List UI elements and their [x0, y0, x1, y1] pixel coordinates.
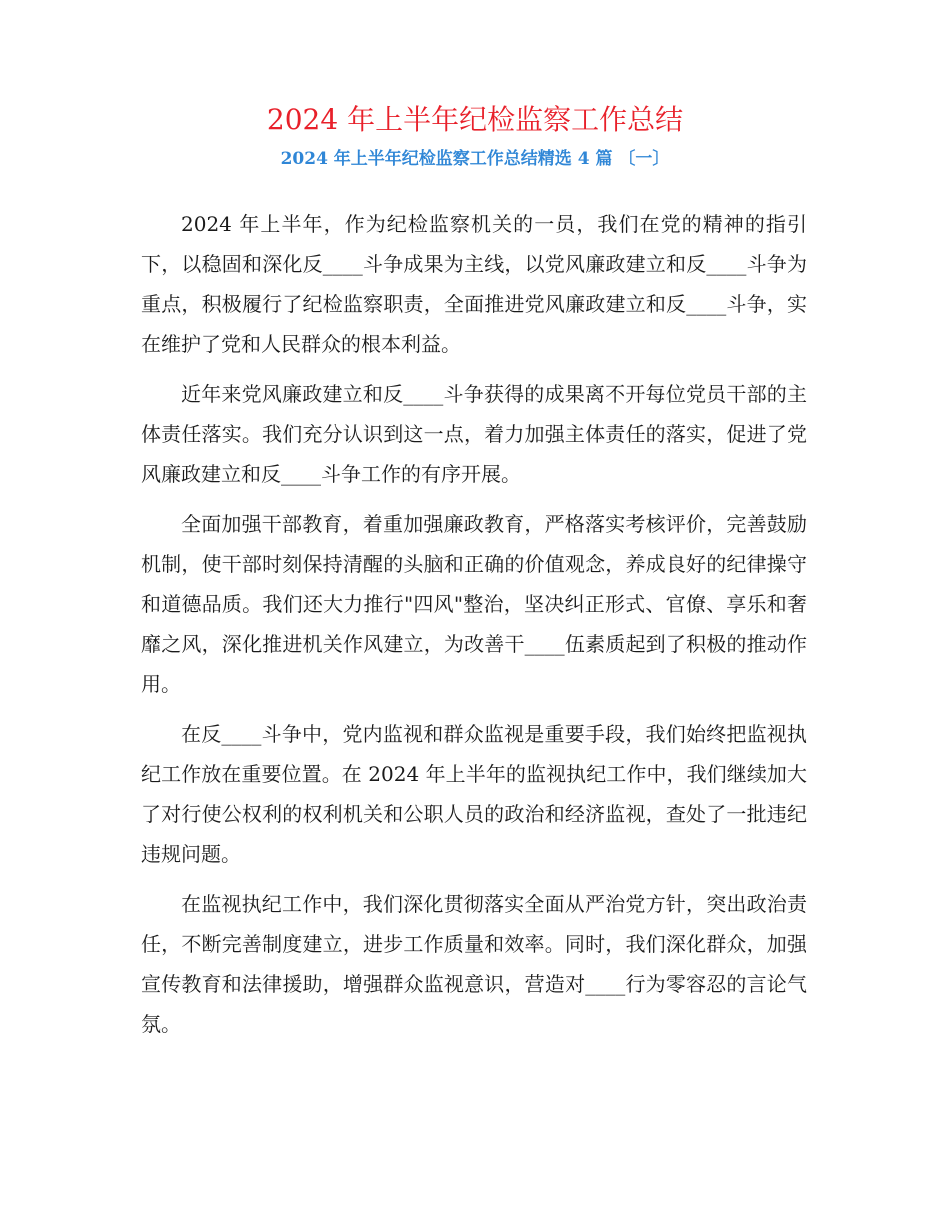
document-title: 2024 年上半年纪检监察工作总结 [266, 103, 684, 136]
paragraph: 在反____斗争中，党内监视和群众监视是重要手段，我们始终把监视执纪工作放在重要位置。在 2024 年上半年的监视执纪工作中，我们继续加大了对行使公权利的权利机关和公职人员的政治和经济监视，查处了一批违纪违规问题。 [141, 722, 807, 866]
document-subtitle: 2024 年上半年纪检监察工作总结精选 4 篇 〔一〕 [280, 149, 670, 169]
paragraph: 全面加强干部教育，着重加强廉政教育，严格落实考核评价，完善鼓励机制，使干部时刻保持清醒的头脑和正确的价值观念，养成良好的纪律操守和道德品质。我们还大力推行"四风"整治，坚决纠正形式、官僚、享乐和奢靡之风，深化推进机关作风建立，为改善干____伍素质起到了积极的推动作用。 [141, 512, 807, 696]
paragraph: 近年来党风廉政建立和反____斗争获得的成果离不开每位党员干部的主体责任落实。我们充分认识到这一点，着力加强主体责任的落实，促进了党风廉政建立和反____斗争工作的有序开展。 [141, 382, 807, 486]
document-body [141, 204, 807, 1054]
paragraph: 2024 年上半年，作为纪检监察机关的一员，我们在党的精神的指引下，以稳固和深化反____斗争成果为主线，以党风廉政建立和反____斗争为重点，积极履行了纪检监察职责，全面推进党风廉政建立和反____斗争，实在维护了党和人民群众的根本利益。 [141, 212, 807, 356]
paragraph: 在监视执纪工作中，我们深化贯彻落实全面从严治党方针，突出政治责任，不断完善制度建立，进步工作质量和效率。同时，我们深化群众，加强宣传教育和法律援助，增强群众监视意识，营造对____行为零容忍的言论气氛。 [141, 892, 807, 1036]
